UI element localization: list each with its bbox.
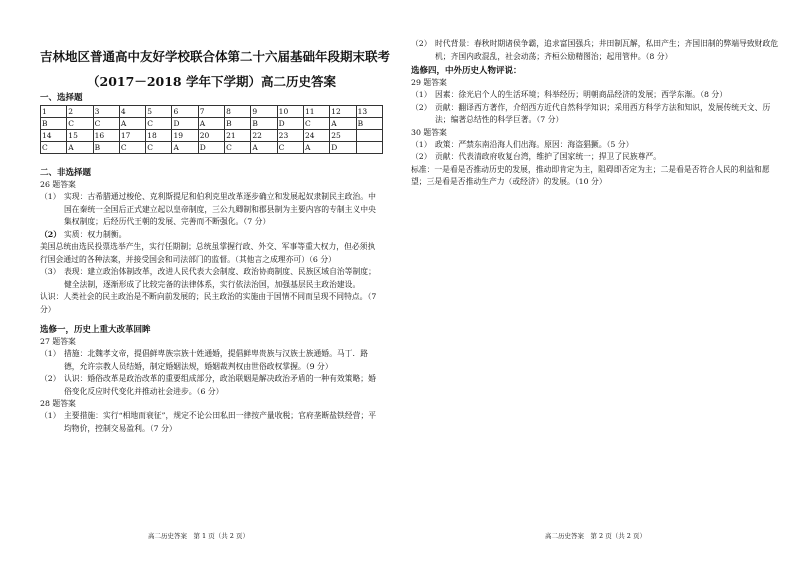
item-text: 措施：北魏孝文帝，提倡鲜卑族宗族十姓通婚，提倡鲜卑贵族与汉族士族通婚。马丁．路德，允许宗教人员结婚，制定婚姻法规，婚姻裁判权由世俗政权掌握。（9 分）: [64, 349, 369, 371]
item-text: 政策：严禁东南沿海人们出海。原因：海盗猖獗。（5 分）: [435, 139, 634, 149]
answer-table-cell: D: [277, 118, 303, 130]
item-text: 实现：古希腊通过梭伦、克利斯提尼和伯利克里改革逐步确立和发展起奴隶制民主政治。中国在秦统一全国后正式建立起以皇帝制度，三公九卿制和郡县制为主要内容的专制主义中央集权制度；后经历代王朝的发展、完善而不断强化。（7 分）: [64, 192, 376, 226]
answer-table-cell: 12: [330, 106, 356, 118]
answer-table-cell: 7: [198, 106, 224, 118]
answer-table-cell: 13: [356, 106, 382, 118]
answer-table-cell: C: [303, 118, 329, 130]
answer-table-cell: 18: [146, 130, 172, 142]
q26-part2: [40, 229, 383, 242]
q27-heading: 27 题答案: [40, 337, 76, 346]
answer-table-cell: C: [119, 142, 145, 154]
answer-table-cell: B: [41, 118, 67, 130]
answer-table-cell: 16: [93, 130, 119, 142]
item-text: 因素：徐光启个人的生活环境；科举经历；明朝商品经济的发展；西学东渐。（8 分）: [435, 90, 728, 99]
q26-part2-continuation: 美国总统由选民投票选举产生，实行任期制；总统虽掌握行政、外交、军事等重大权力，但必须执行国会通过的各种法案，并接受国会和司法部门的监督。（其他言之成理亦可）（6 分）: [40, 242, 376, 264]
q30-heading: 30 题答案: [411, 127, 447, 137]
answer-table-answer-row: [41, 118, 383, 130]
item-text: 主要措施：实行“相地而衰征”，规定不论公田私田一律按产量收税；官府垄断盐铁经营；平均物价，控制交易盈利。（7 分）: [64, 411, 377, 433]
answer-table-cell: D: [198, 142, 224, 154]
answer-table-cell: 19: [172, 130, 198, 142]
item-number: （1）: [411, 139, 432, 149]
answer-table-cell: C: [41, 142, 67, 154]
q29-part2: [411, 102, 780, 127]
item-number: （1）: [40, 349, 61, 358]
item-number: （2）: [411, 152, 432, 161]
item-text: 表现：建立政治体制改革，改进人民代表大会制度、政治协商制度、民族区域自治等制度；健全法制，逐渐形成了比较完备的法律体系，实行依法治国，加强基层民主政治建设。: [64, 267, 376, 289]
answer-table-cell: 22: [251, 130, 277, 142]
answer-table-cell: A: [172, 142, 198, 154]
q30-part2: [411, 151, 780, 164]
answer-table-cell: 10: [277, 106, 303, 118]
answer-table-cell: C: [67, 118, 93, 130]
answer-table-cell: A: [303, 142, 329, 154]
answer-table-number-row: [41, 106, 383, 118]
q30-grading-standard: 标准：一是看是否推动历史的发展，推动即肯定为主，阻碍即否定为主；二是看是否符合人民的利益和愿望；三是看是否推动生产力（或经济）的发展。（10 分）: [411, 164, 770, 186]
answer-key-table: [40, 105, 383, 154]
answer-table-cell: 2: [67, 106, 93, 118]
item-text: 认识：婚俗改革是政治改革的重要组成部分，政治联姻是解决政治矛盾的一种有效策略；婚俗变化反应时代变化并推动社会进步。（6 分）: [64, 374, 376, 396]
item-number: （2）: [411, 102, 432, 112]
item-text: 贡献：翻译西方著作，介绍西方近代自然科学知识；采用西方科学方法和知识，发展传统天文、历法；编著总结性的科学巨著。（7 分）: [435, 102, 771, 124]
item-text: 贡献：代表清政府收复台湾，维护了国家统一；捍卫了民族尊严。: [435, 152, 662, 161]
answer-table-cell: 23: [277, 130, 303, 142]
item-number: （1）: [411, 90, 432, 99]
answer-table-cell: B: [251, 118, 277, 130]
answer-table-cell: C: [146, 118, 172, 130]
answer-table-cell: A: [330, 118, 356, 130]
answer-table-cell: [356, 142, 382, 154]
item-number: （1）: [40, 192, 61, 201]
answer-table-cell: 11: [303, 106, 329, 118]
answer-table-cell: 4: [119, 106, 145, 118]
q29-part1: [411, 89, 780, 102]
answer-table-answer-row: [41, 142, 383, 154]
answer-table-cell: 6: [172, 106, 198, 118]
q27-part2: [40, 373, 383, 398]
answer-table-cell: 21: [225, 130, 251, 142]
item-number: （2）: [411, 39, 432, 48]
item-text: 实质：权力制衡。: [64, 229, 127, 239]
answer-table-cell: 1: [41, 106, 67, 118]
answer-table-cell: C: [93, 118, 119, 130]
answer-table-cell: B: [356, 118, 382, 130]
exam-title: 吉林地区普通高中友好学校联合体第二十六届基础年段期末联考: [40, 49, 391, 64]
q30-part1: [411, 139, 780, 152]
answer-table-cell: 14: [41, 130, 67, 142]
answer-table-cell: C: [146, 142, 172, 154]
section-multiple-choice-heading: 一、选择题: [40, 93, 83, 103]
answer-table-cell: 5: [146, 106, 172, 118]
q26-heading: 26 题答案: [40, 180, 76, 189]
elective1-heading: 选修一，历史上重大改革回眸: [40, 325, 151, 335]
answer-table-cell: 9: [251, 106, 277, 118]
item-number: （2）: [40, 229, 62, 239]
item-number: （2）: [40, 374, 61, 383]
answer-table-cell: D: [330, 142, 356, 154]
q26-part1: [40, 191, 383, 229]
answer-table-cell: A: [67, 142, 93, 154]
answer-table-cell: B: [225, 118, 251, 130]
answer-table-cell: C: [225, 142, 251, 154]
answer-table-number-row: [41, 130, 383, 142]
item-number: （3）: [40, 267, 61, 276]
answer-table-cell: 17: [119, 130, 145, 142]
page-footer: 高二历史答案 第 1 页（共 2 页）: [147, 532, 250, 540]
answer-table-cell: C: [277, 142, 303, 154]
answer-table-cell: A: [198, 118, 224, 130]
answer-table-cell: 25: [330, 130, 356, 142]
q26-part3-continuation: 认识：人类社会的民主政治是不断向前发展的；民主政治的实施由于国情不同而呈现不同特点。（7 分）: [40, 292, 377, 314]
item-number: （1）: [40, 411, 61, 420]
q28-heading: 28 题答案: [40, 399, 76, 408]
answer-table-cell: 20: [198, 130, 224, 142]
page-footer: 高二历史答案 第 2 页（共 2 页）: [544, 532, 647, 540]
answer-table-cell: [356, 130, 382, 142]
exam-subtitle: （2017－2018 学年下学期）高二历史答案: [87, 74, 336, 89]
q28-part1: [40, 410, 383, 435]
item-text: 时代背景：春秋时期诸侯争霸，追求富国强兵；井田制瓦解，私田产生；齐国旧制的弊端导致财政危机；齐国内政混乱，社会动荡；齐桓公励精图治；起用管仲。（8 分）: [435, 39, 779, 61]
answer-table-cell: D: [172, 118, 198, 130]
answer-table-cell: 8: [225, 106, 251, 118]
q26-part3: [40, 266, 383, 291]
elective4-heading: 选修四，中外历史人物评说：: [411, 66, 522, 76]
answer-table-cell: B: [93, 142, 119, 154]
answer-table-cell: 15: [67, 130, 93, 142]
answer-page-2: [397, 0, 794, 561]
answer-table-cell: A: [119, 118, 145, 130]
q27-part1: [40, 348, 383, 373]
q28-part2: [411, 38, 780, 63]
q29-heading: 29 题答案: [411, 78, 447, 87]
answer-table-cell: 24: [303, 130, 329, 142]
answer-table-cell: 3: [93, 106, 119, 118]
answer-table-cell: A: [251, 142, 277, 154]
section-open-questions-heading: 二、非选择题: [40, 168, 92, 178]
